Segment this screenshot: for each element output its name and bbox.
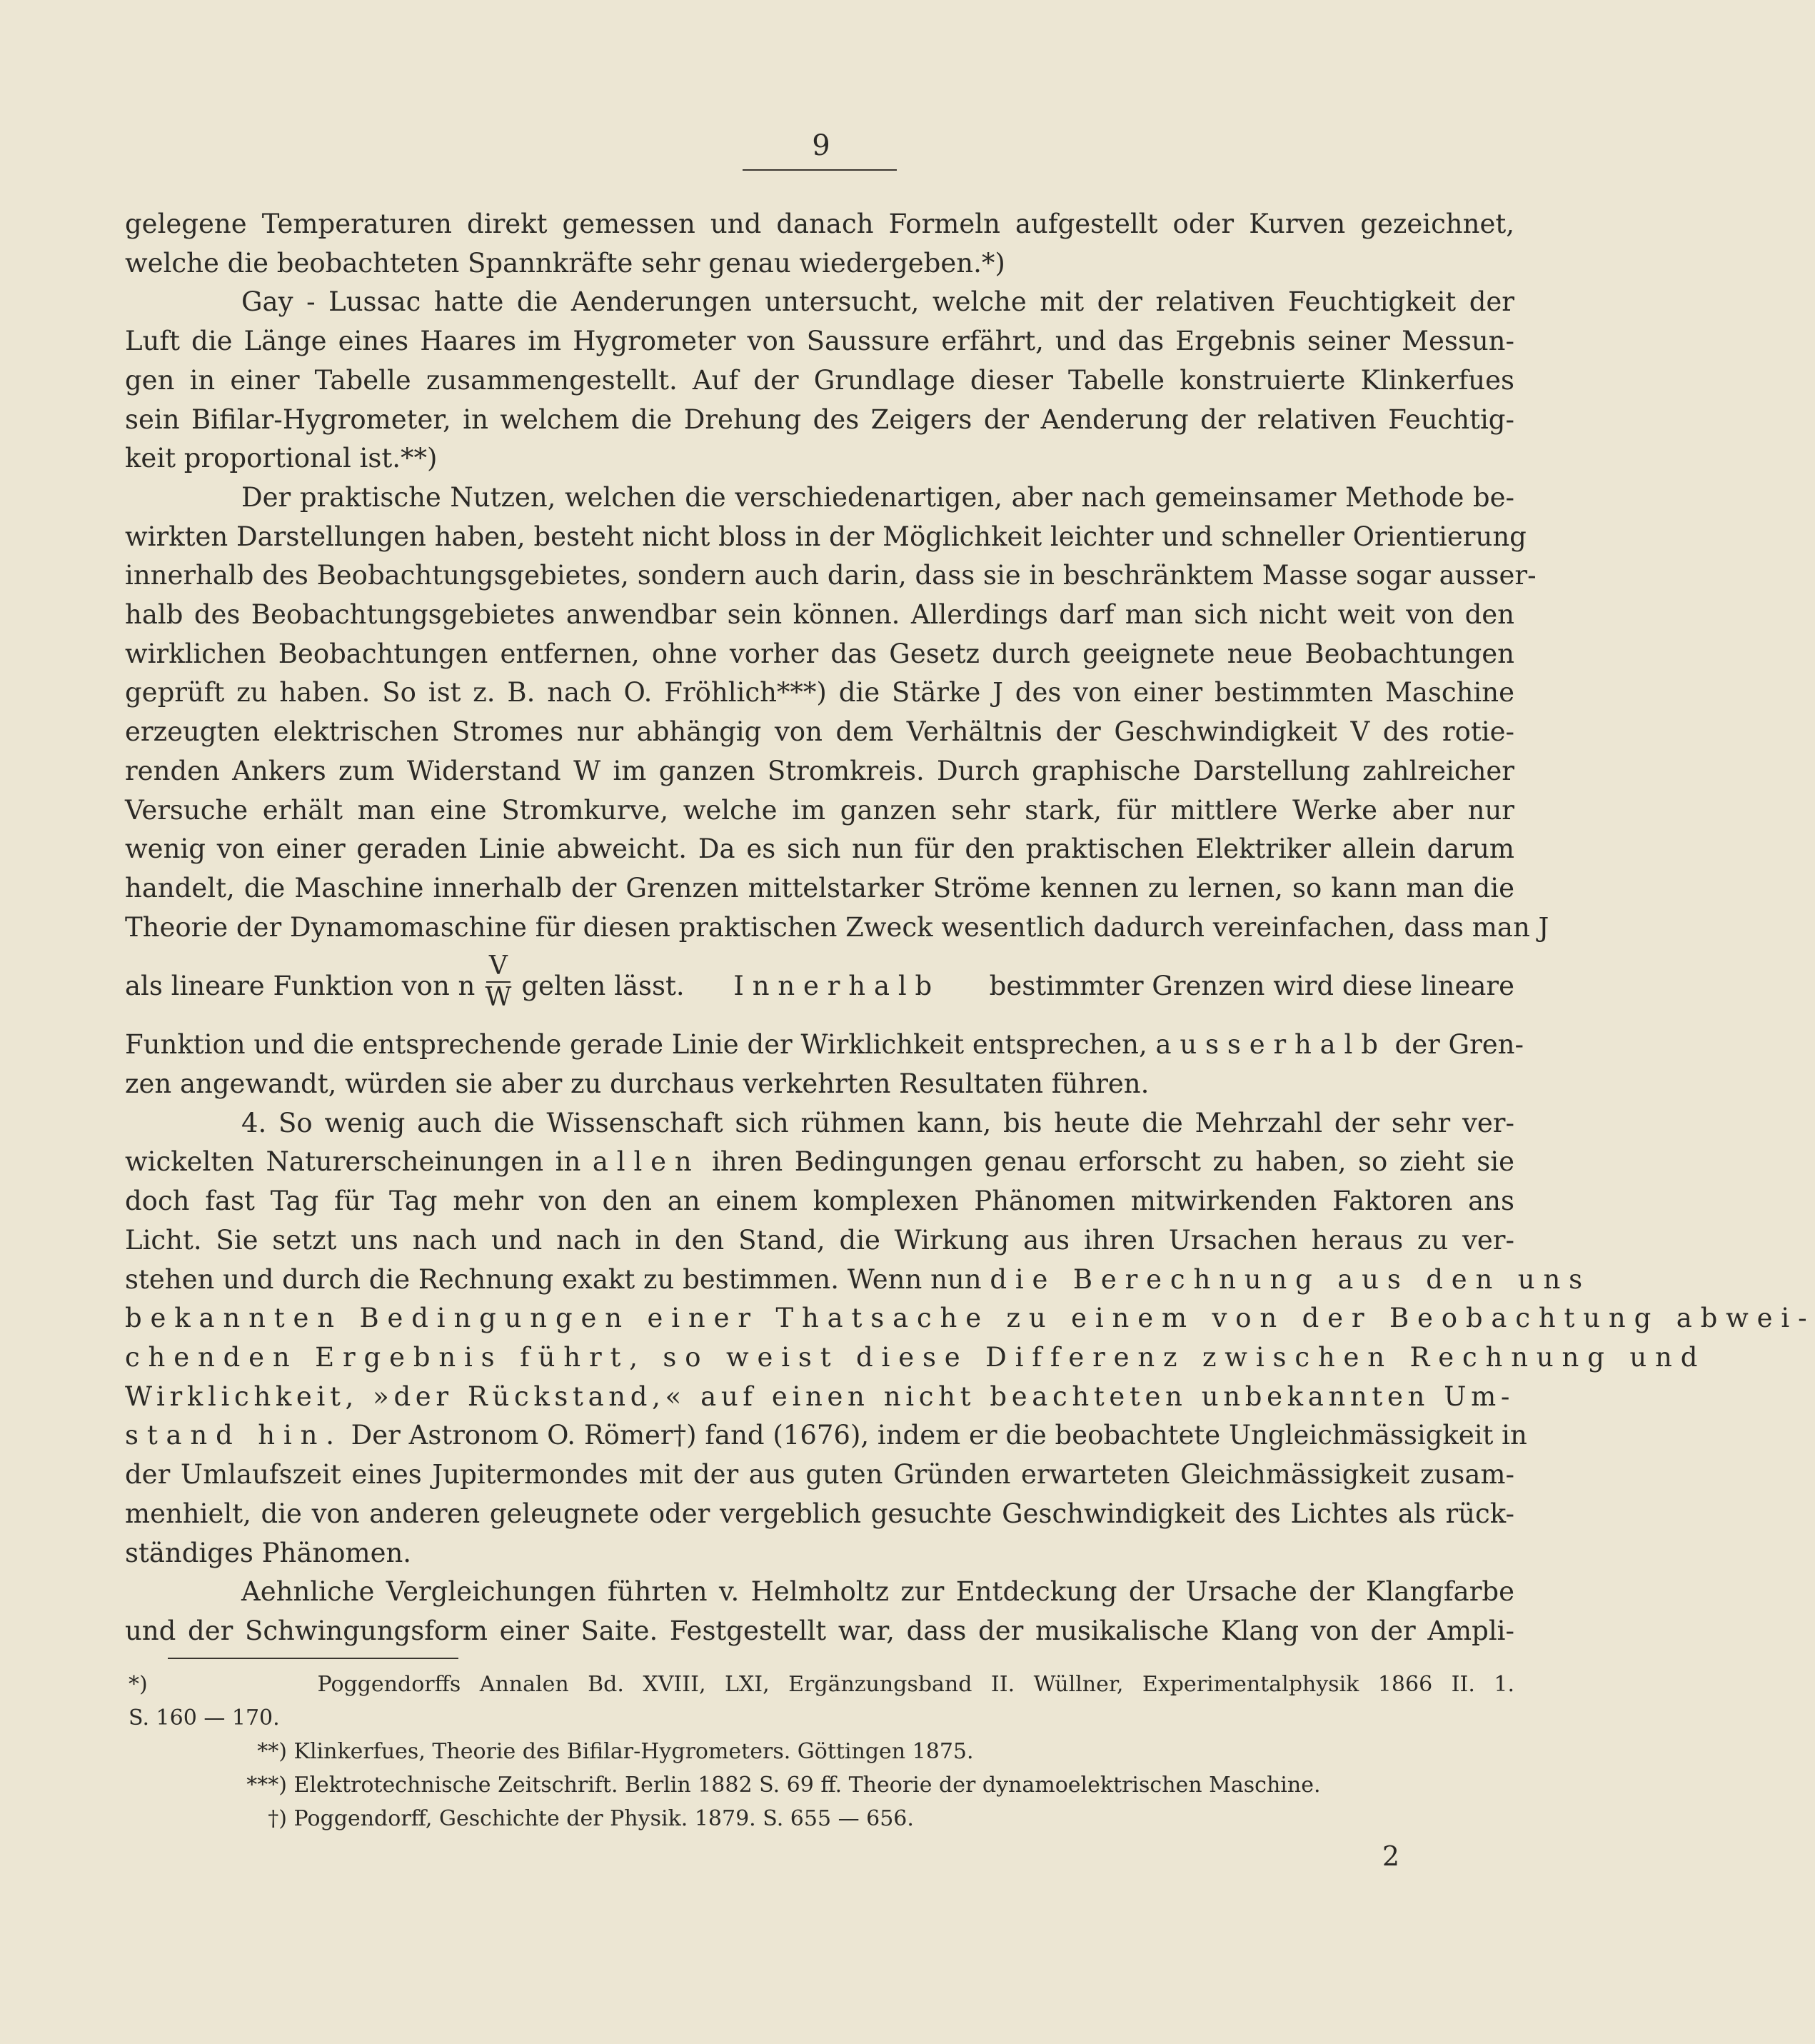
text-line [125,1261,1591,1300]
spaced-words: die Berechnung aus den uns [990,1263,1591,1295]
spaced-word: ausserhalb [1155,1029,1387,1061]
text-line: geprüft zu haben. So ist z. B. nach O. Fröhlich***) die Stärke J des von einer bestimmten Maschine [125,677,1514,708]
text-segment: ihren Bedingungen genau erforscht zu haben, so zieht sie [712,1146,1515,1178]
footnote-mark: †) [268,1806,287,1831]
text-line [125,1026,1524,1065]
footnote [129,1768,1514,1802]
fraction-numerator: V [486,953,511,983]
text-line-spaced: bekannten Bedingungen einer Thatsache zu einem von der Beobachtung abwei- [125,1303,1815,1334]
footnotes [129,1668,1514,1835]
text-segment: wickelten Naturerscheinungen in [125,1146,581,1178]
text-line: 4. So wenig auch die Wissenschaft sich rühmen kann, bis heute die Mehrzahl der sehr ver- [241,1107,1514,1138]
text-line: handelt, die Maschine innerhalb der Grenzen mittelstarker Ströme kennen zu lernen, so kann man die [125,872,1514,903]
text-line: wenig von einer geraden Linie abweicht. Da es sich nun für den praktischen Elektriker allein darum [125,833,1514,865]
text-line: gen in einer Tabelle zusammengestellt. Auf der Grundlage dieser Tabelle konstruierte Klinkerfues [125,364,1514,396]
fraction-denominator: W [485,983,512,1013]
text-line: wirkten Darstellungen haben, besteht nicht bloss in der Möglichkeit leichter und schneller Orientierung [125,521,1527,552]
text-line: Der praktische Nutzen, welchen die verschiedenartigen, aber nach gemeinsamer Methode be- [241,481,1514,513]
formula-line [125,947,1514,1026]
text-line: Licht. Sie setzt uns nach und nach in den Stand, die Wirkung aus ihren Ursachen heraus zu ver- [125,1224,1514,1256]
text-line: Versuche erhält man eine Stromkurve, welche im ganzen sehr stark, für mittlere Werke aber nur [125,794,1514,826]
text-line [125,1143,1514,1182]
text-line: und der Schwingungsform einer Saite. Festgestellt war, dass der musikalische Klang von der Ampli- [125,1615,1514,1646]
footnote-mark: *) [129,1672,148,1697]
spaced-word: Innerhalb [733,971,941,1001]
footnote-rule [168,1658,458,1659]
text-line: welche die beobachteten Spannkräfte sehr genau wiedergeben.*) [125,247,1005,279]
text-line: sein Bifilar-Hygrometer, in welchem die Drehung des Zeigers der Aenderung der relativen Feuchtig- [125,404,1514,435]
text-line: innerhalb des Beobachtungsgebietes, sondern auch darin, dass sie in beschränktem Masse sogar ausser- [125,560,1537,591]
footnote-continuation: S. 160 — 170. [129,1705,280,1730]
footnote-text: Elektrotechnische Zeitschrift. Berlin 1882 S. 69 ff. Theorie der dynamoelektrischen Maschine. [293,1773,1321,1798]
spaced-word: allen [592,1146,700,1178]
text-line-spaced: chenden Ergebnis führt, so weist diese Differenz zwischen Rechnung und [125,1341,1706,1373]
footnote-mark: ***) [246,1773,287,1798]
formula-suffix: gelten lässt. [521,971,685,1001]
fraction-v-over-w [485,953,511,1011]
formula-prefix-group [125,951,685,1016]
text-line: gelegene Temperaturen direkt gemessen und danach Formeln aufgestellt oder Kurven gezeichnet, [125,209,1514,239]
text-line: menhielt, die von anderen geleugnete oder vergeblich gesuchte Geschwindigkeit des Lichtes als rück- [125,1498,1514,1529]
text-line: Aehnliche Vergleichungen führten v. Helmholtz zur Entdeckung der Ursache der Klangfarbe [241,1576,1514,1608]
formula-rest: bestimmter Grenzen wird diese lineare [989,971,1514,1001]
formula-prefix: als lineare Funktion von n [125,971,476,1001]
text-line: doch fast Tag für Tag mehr von den an einem komplexen Phänomen mitwirkenden Faktoren ans [125,1186,1514,1217]
footnote [129,1735,1514,1768]
text-line: ständiges Phänomen. [125,1537,412,1568]
text-segment: stehen und durch die Rechnung exakt zu bestimmen. Wenn nun [125,1263,982,1295]
footnote [129,1802,1514,1835]
text-line [125,1416,1527,1456]
text-line: Theorie der Dynamomaschine für diesen praktischen Zweck wesentlich dadurch vereinfachen, dass man J [125,911,1549,943]
text-line: erzeugten elektrischen Stromes nur abhängig von dem Verhältnis der Geschwindigkeit V des rotie- [125,716,1514,748]
text-line-spaced: Wirklichkeit, »der Rückstand,« auf einen nicht beachteten unbekannten Um- [125,1381,1514,1412]
footnote-text: Poggendorffs Annalen Bd. XVIII, LXI, Ergänzungsband II. Wüllner, Experimentalphysik 1866 II. 1. [317,1672,1514,1697]
text-segment: Der Astronom O. Römer†) fand (1676), indem er die beobachtete Ungleichmässigkeit in [351,1420,1527,1451]
text-line: keit proportional ist.**) [125,443,438,474]
text-line: Luft die Länge eines Haares im Hygrometer von Saussure erfährt, und das Ergebnis seiner Messun- [125,326,1514,357]
text-line: Gay - Lussac hatte die Aenderungen untersucht, welche mit der relativen Feuchtigkeit der [241,286,1514,318]
text-line: der Umlaufszeit eines Jupitermondes mit der aus guten Gründen erwarteten Gleichmässigkeit zusam- [125,1459,1514,1491]
header-rule [743,169,897,171]
footnote-text: Klinkerfues, Theorie des Bifilar-Hygrometers. Göttingen 1875. [293,1739,974,1764]
body-text [125,205,1815,1651]
text-segment: der Gren- [1394,1029,1524,1061]
spaced-word: stand hin. [125,1420,343,1451]
text-segment: Funktion und die entsprechende gerade Linie der Wirklichkeit entsprechen, [125,1029,1147,1061]
footnote [129,1668,1514,1701]
footnote-text: Poggendorff, Geschichte der Physik. 1879. S. 655 — 656. [293,1806,914,1831]
text-line: renden Ankers zum Widerstand W im ganzen Stromkreis. Durch graphische Darstellung zahlreicher [125,755,1514,786]
text-line: halb des Beobachtungsgebietes anwendbar sein können. Allerdings darf man sich nicht weit von den [125,599,1514,631]
signature-mark: 2 [1382,1840,1399,1872]
text-line: wirklichen Beobachtungen entfernen, ohne vorher das Gesetz durch geeignete neue Beobachtungen [125,638,1514,669]
page-number: 9 [812,129,830,162]
text-line: zen angewandt, würden sie aber zu durchaus verkehrten Resultaten führen. [125,1068,1150,1100]
footnote-mark: **) [257,1739,287,1764]
